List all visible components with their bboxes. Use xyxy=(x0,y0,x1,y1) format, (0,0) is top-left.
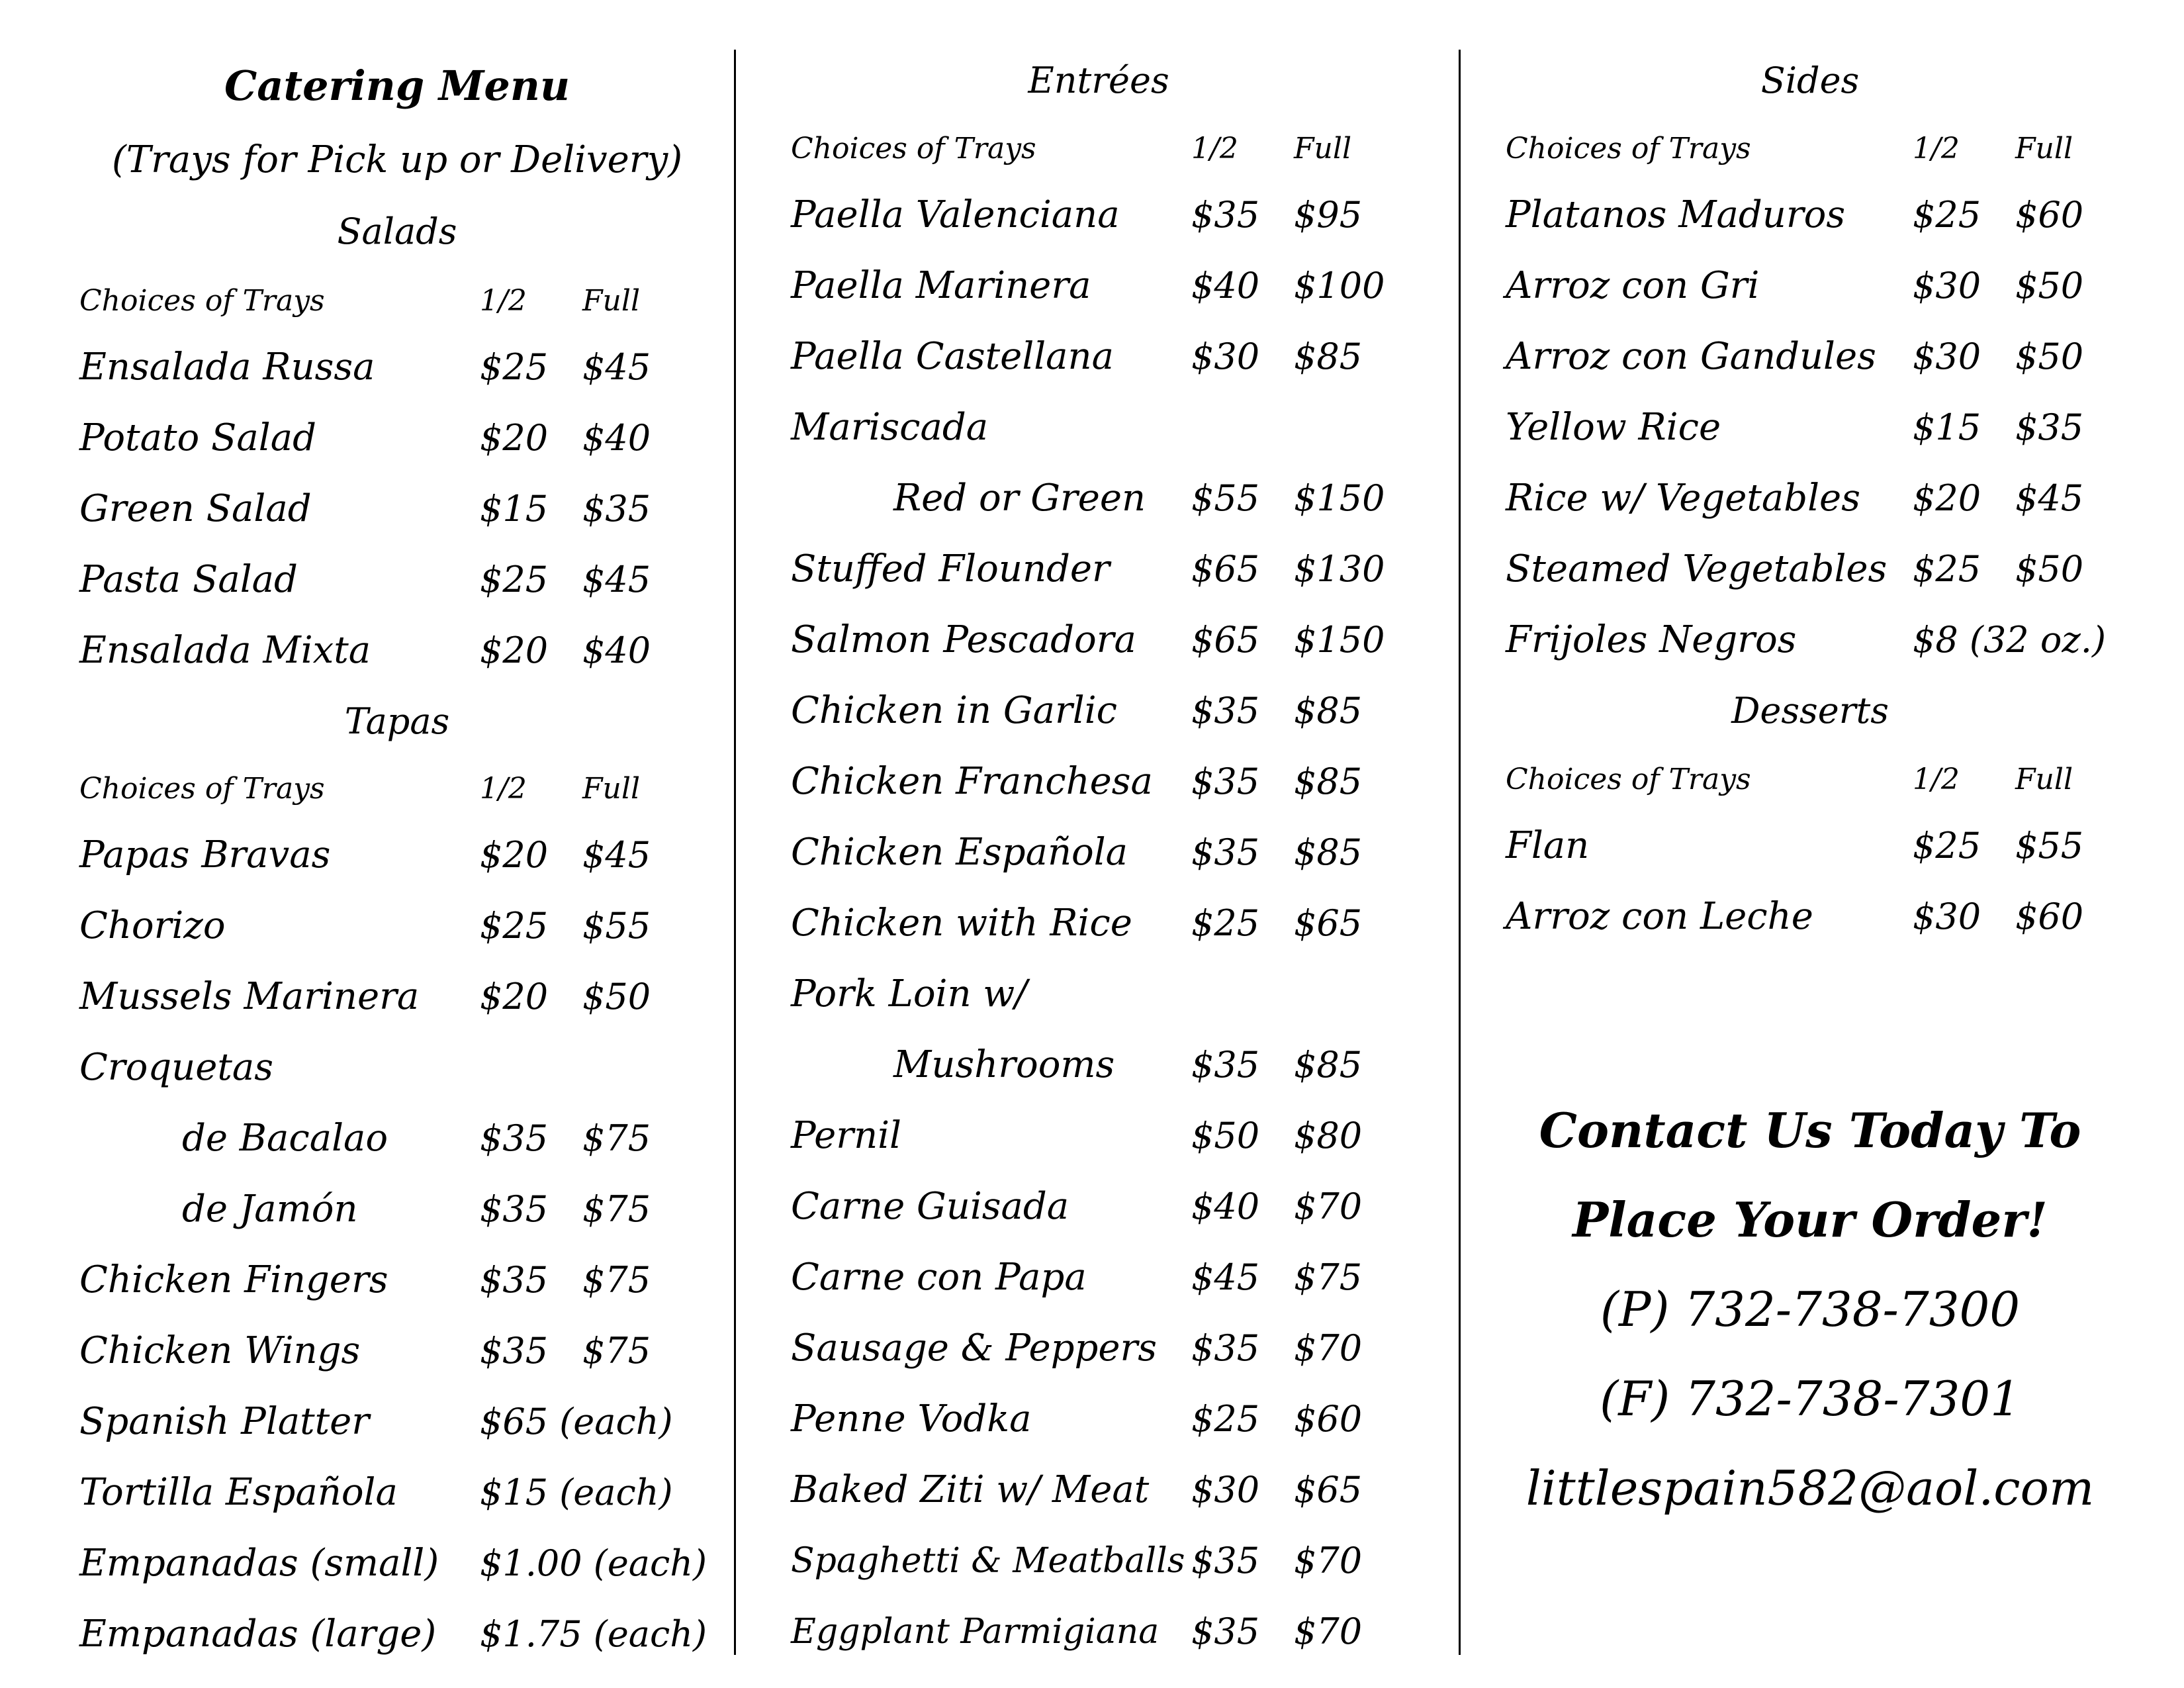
item-half-price: $30 xyxy=(1913,336,1981,377)
header-half: 1/2 xyxy=(480,284,527,318)
item-name: Chicken in Garlic xyxy=(791,689,1117,732)
item-half-price: $30 xyxy=(1913,896,1981,937)
item-full-price: $35 xyxy=(2015,406,2084,448)
item-name: Yellow Rice xyxy=(1506,406,1721,449)
item-name: Papas Bravas xyxy=(79,833,331,876)
item-half-price: $15 xyxy=(480,488,549,530)
item-half-price: $65 xyxy=(1191,619,1260,661)
item-name: Flan xyxy=(1506,824,1590,867)
item-name: Baked Ziti w/ Meat xyxy=(791,1468,1150,1511)
item-name: Ensalada Mixta xyxy=(79,629,371,672)
fax-number: (F) 732-738-7301 xyxy=(1600,1371,2021,1427)
column-divider xyxy=(1459,50,1461,1655)
item-half-price: $20 xyxy=(480,976,549,1017)
item-full-price: $100 xyxy=(1294,265,1385,306)
item-name: de Bacalao xyxy=(182,1117,388,1160)
item-full-price: $85 xyxy=(1294,831,1363,873)
item-name: Arroz con Leche xyxy=(1506,895,1813,938)
item-full-price: $55 xyxy=(582,905,651,947)
item-half-price: $35 xyxy=(1191,1540,1260,1581)
item-name: Spaghetti & Meatballs xyxy=(791,1541,1185,1581)
item-full-price: $40 xyxy=(582,417,651,459)
item-name: Chicken Franchesa xyxy=(791,760,1153,803)
item-half-price: $35 xyxy=(480,1330,549,1372)
item-name: Mariscada xyxy=(791,406,989,449)
item-name: Paella Marinera xyxy=(791,264,1091,307)
item-name: Spanish Platter xyxy=(79,1400,370,1443)
item-full-price: $65 xyxy=(1294,1469,1363,1511)
item-full-price: $50 xyxy=(2015,548,2084,590)
item-each-price: $15 (each) xyxy=(480,1472,673,1513)
item-full-price: $75 xyxy=(582,1117,651,1159)
item-full-price: $150 xyxy=(1294,619,1385,661)
item-name: Carne Guisada xyxy=(791,1185,1069,1228)
header-half: 1/2 xyxy=(1191,132,1238,165)
item-full-price: $85 xyxy=(1294,336,1363,377)
header-choices: Choices of Trays xyxy=(79,772,325,806)
item-name: Salmon Pescadora xyxy=(791,618,1136,661)
item-half-price: $25 xyxy=(480,559,549,600)
item-full-price: $75 xyxy=(1294,1256,1363,1298)
item-half-price: $25 xyxy=(1913,825,1981,867)
item-name: Platanos Maduros xyxy=(1506,193,1846,236)
item-name: Tortilla Española xyxy=(79,1471,398,1514)
header-full: Full xyxy=(582,284,641,318)
item-full-price: $85 xyxy=(1294,761,1363,802)
item-name: Frijoles Negros xyxy=(1506,618,1797,661)
item-name: Paella Castellana xyxy=(791,335,1114,378)
item-name: Pasta Salad xyxy=(79,558,298,601)
item-half-price: $35 xyxy=(1191,831,1260,873)
header-choices: Choices of Trays xyxy=(79,284,325,318)
item-half-price: $20 xyxy=(480,630,549,671)
item-full-price: $70 xyxy=(1294,1611,1363,1652)
section-heading-desserts: Desserts xyxy=(1731,690,1889,731)
section-heading-sides: Sides xyxy=(1760,60,1860,101)
item-half-price: $35 xyxy=(1191,1611,1260,1652)
header-half: 1/2 xyxy=(480,772,527,806)
item-name: Ensalada Russa xyxy=(79,346,375,389)
item-half-price: $65 xyxy=(1191,548,1260,590)
item-half-price: $35 xyxy=(480,1117,549,1159)
item-full-price: $60 xyxy=(2015,896,2084,937)
item-half-price: $35 xyxy=(1191,690,1260,731)
item-half-price: $20 xyxy=(480,834,549,876)
item-half-price: $35 xyxy=(1191,761,1260,802)
item-name: Chorizo xyxy=(79,904,226,947)
item-full-price: $130 xyxy=(1294,548,1385,590)
item-half-price: $20 xyxy=(1913,477,1981,519)
item-half-price: $30 xyxy=(1913,265,1981,306)
menu-subtitle: (Trays for Pick up or Delivery) xyxy=(111,138,683,181)
section-heading-entrees: Entrées xyxy=(1028,60,1169,101)
item-half-price: $35 xyxy=(1191,1044,1260,1086)
item-name: Chicken Fingers xyxy=(79,1258,388,1301)
item-name: Green Salad xyxy=(79,487,312,530)
email-address: littlespain582@aol.com xyxy=(1525,1460,2095,1516)
item-name: Eggplant Parmigiana xyxy=(791,1612,1160,1652)
item-each-price: $1.75 (each) xyxy=(480,1613,707,1655)
item-half-price: $35 xyxy=(1191,1327,1260,1369)
item-full-price: $70 xyxy=(1294,1540,1363,1581)
item-half-price: $50 xyxy=(1191,1115,1260,1156)
item-half-price: $25 xyxy=(1191,902,1260,944)
contact-heading: Contact Us Today To xyxy=(1539,1102,2081,1158)
item-full-price: $85 xyxy=(1294,1044,1363,1086)
item-half-price: $30 xyxy=(1191,1469,1260,1511)
item-half-price: $40 xyxy=(1191,265,1260,306)
item-half-price: $25 xyxy=(480,346,549,388)
item-name: Pork Loin w/ xyxy=(791,972,1028,1015)
item-half-price: $35 xyxy=(1191,194,1260,236)
item-name: Stuffed Flounder xyxy=(791,547,1110,590)
item-half-price: $25 xyxy=(1191,1398,1260,1440)
item-full-price: $60 xyxy=(2015,194,2084,236)
item-name: Croquetas xyxy=(79,1046,274,1089)
item-half-price: $45 xyxy=(1191,1256,1260,1298)
middle-column xyxy=(768,0,1430,1688)
right-column xyxy=(1479,0,2141,1688)
item-name: Mussels Marinera xyxy=(79,975,420,1018)
header-choices: Choices of Trays xyxy=(791,132,1036,165)
item-name: Chicken Wings xyxy=(79,1329,361,1372)
item-full-price: $35 xyxy=(582,488,651,530)
contact-subheading: Place Your Order! xyxy=(1572,1192,2048,1248)
item-full-price: $75 xyxy=(582,1330,651,1372)
item-half-price: $25 xyxy=(1913,194,1981,236)
menu-title: Catering Menu xyxy=(224,62,570,110)
item-name: Chicken Española xyxy=(791,831,1128,874)
header-full: Full xyxy=(582,772,641,806)
item-name: Pernil xyxy=(791,1114,901,1157)
item-half-price: $20 xyxy=(480,417,549,459)
item-full-price: $75 xyxy=(582,1188,651,1230)
item-full-price: $75 xyxy=(582,1259,651,1301)
phone-number: (P) 732-738-7300 xyxy=(1600,1282,2021,1337)
item-name: Penne Vodka xyxy=(791,1397,1032,1440)
item-name: Empanadas (large) xyxy=(79,1613,437,1656)
item-full-price: $70 xyxy=(1294,1186,1363,1227)
header-half: 1/2 xyxy=(1913,132,1960,165)
item-name: Red or Green xyxy=(893,477,1146,520)
item-half-price: $25 xyxy=(480,905,549,947)
left-column xyxy=(66,0,728,1688)
item-name: Arroz con Gandules xyxy=(1506,335,1876,378)
item-each-price: $1.00 (each) xyxy=(480,1542,707,1584)
item-name: Chicken with Rice xyxy=(791,902,1132,945)
header-half: 1/2 xyxy=(1913,763,1960,796)
item-full-price: $65 xyxy=(1294,902,1363,944)
item-name: de Jamón xyxy=(182,1188,358,1231)
item-full-price: $45 xyxy=(582,834,651,876)
item-half-price: $15 xyxy=(1913,406,1981,448)
item-full-price: $95 xyxy=(1294,194,1363,236)
item-name: Steamed Vegetables xyxy=(1506,547,1888,590)
item-name: Empanadas (small) xyxy=(79,1542,439,1585)
item-full-price: $45 xyxy=(582,559,651,600)
item-full-price: $85 xyxy=(1294,690,1363,731)
item-name: Potato Salad xyxy=(79,416,316,459)
item-half-price: $35 xyxy=(480,1259,549,1301)
item-full-price: $70 xyxy=(1294,1327,1363,1369)
item-full-price: $45 xyxy=(582,346,651,388)
item-name: Rice w/ Vegetables xyxy=(1506,477,1860,520)
item-name: Mushrooms xyxy=(893,1043,1115,1086)
item-full-price: $80 xyxy=(1294,1115,1363,1156)
item-name: Sausage & Peppers xyxy=(791,1327,1158,1370)
item-name: Carne con Papa xyxy=(791,1256,1087,1299)
item-full-price: $150 xyxy=(1294,477,1385,519)
header-full: Full xyxy=(2015,132,2073,165)
item-half-price: $25 xyxy=(1913,548,1981,590)
item-name: Arroz con Gri xyxy=(1506,264,1760,307)
item-each-price: $8 (32 oz.) xyxy=(1913,619,2107,661)
item-full-price: $50 xyxy=(2015,336,2084,377)
section-heading-tapas: Tapas xyxy=(344,700,450,742)
item-each-price: $65 (each) xyxy=(480,1401,673,1442)
item-half-price: $55 xyxy=(1191,477,1260,519)
item-full-price: $50 xyxy=(582,976,651,1017)
item-full-price: $45 xyxy=(2015,477,2084,519)
header-choices: Choices of Trays xyxy=(1506,132,1751,165)
item-name: Paella Valenciana xyxy=(791,193,1120,236)
item-full-price: $50 xyxy=(2015,265,2084,306)
item-half-price: $40 xyxy=(1191,1186,1260,1227)
header-choices: Choices of Trays xyxy=(1506,763,1751,796)
item-half-price: $30 xyxy=(1191,336,1260,377)
column-divider xyxy=(734,50,736,1655)
header-full: Full xyxy=(1294,132,1352,165)
section-heading-salads: Salads xyxy=(337,211,457,252)
header-full: Full xyxy=(2015,763,2073,796)
item-full-price: $60 xyxy=(1294,1398,1363,1440)
item-full-price: $40 xyxy=(582,630,651,671)
item-half-price: $35 xyxy=(480,1188,549,1230)
item-full-price: $55 xyxy=(2015,825,2084,867)
